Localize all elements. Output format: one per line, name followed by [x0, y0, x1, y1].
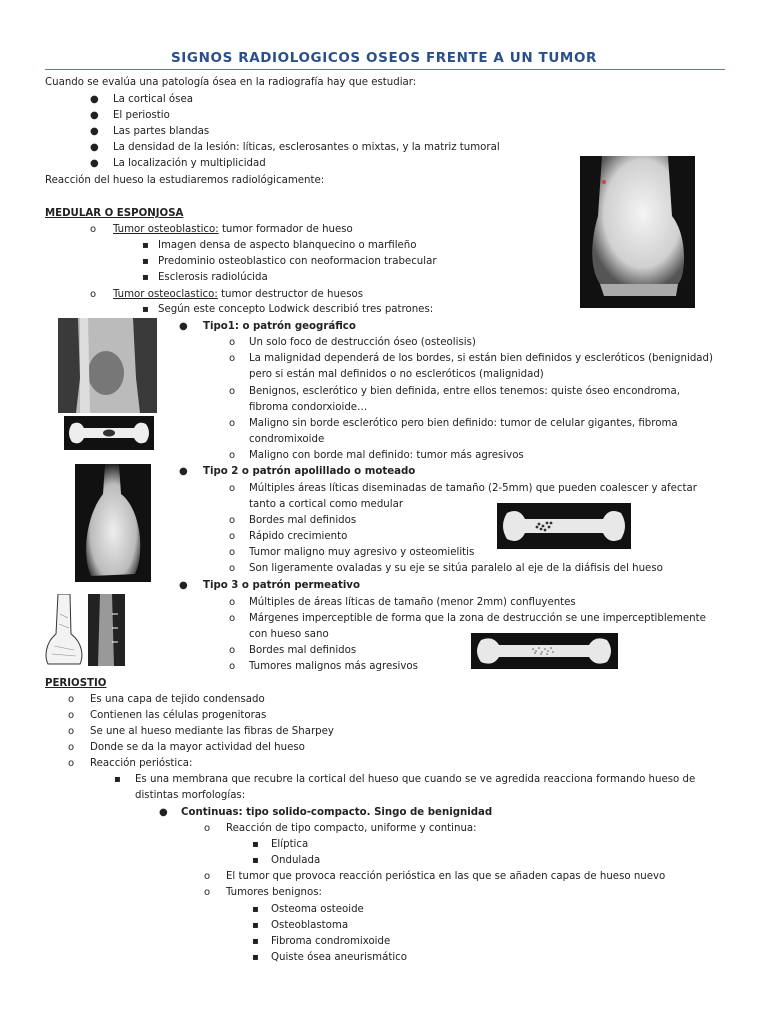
- membrane-line: distintas morfologías:: [135, 790, 246, 801]
- square-icon: ▪: [114, 774, 121, 785]
- tipo1-line: Maligno sin borde esclerótico pero bien definido: tumor de celular gigantes, fibroma: [249, 418, 678, 429]
- tipo2-heading: Tipo 2 o patrón apolillado o moteado: [203, 466, 416, 477]
- list-item: Es una capa de tejido condensado: [90, 694, 265, 705]
- osteoblastico-line: [113, 223, 353, 236]
- benignidad-label: Singo de benignidad: [370, 807, 493, 818]
- title-rule: [45, 69, 725, 70]
- list-item: Elíptica: [271, 839, 309, 850]
- permeative-xray-image: [88, 594, 125, 666]
- intro-text: Cuando se evalúa una patología ósea en la radiografía hay que estudiar:: [45, 77, 417, 88]
- list-item: Esclerosis radiolúcida: [158, 272, 268, 283]
- continuas-line: [181, 806, 492, 819]
- bullet-icon: ●: [179, 466, 188, 477]
- circle-icon: o: [204, 887, 211, 898]
- square-icon: ▪: [252, 936, 259, 947]
- circle-icon: o: [90, 224, 97, 235]
- circle-icon: o: [68, 694, 75, 705]
- circle-icon: o: [204, 871, 211, 882]
- bullet-icon: ●: [179, 580, 188, 591]
- lodwick-text: Según este concepto Lodwick describió tres patrones:: [158, 304, 434, 315]
- bone-schema-geographic: [64, 416, 154, 450]
- compacto-line: Reacción de tipo compacto, uniforme y continua:: [226, 823, 477, 834]
- list-item: Imagen densa de aspecto blanquecino o marfileño: [158, 240, 417, 251]
- knee-xray-image: [580, 156, 695, 308]
- circle-icon: o: [68, 726, 75, 737]
- bullet-icon: ●: [159, 807, 168, 818]
- tipo2-line: Rápido crecimiento: [249, 531, 348, 542]
- periostio-heading: PERIOSTIO: [45, 678, 107, 689]
- circle-icon: o: [229, 613, 236, 624]
- page-title: SIGNOS RADIOLOGICOS OSEOS FRENTE A UN TUMOR: [170, 50, 598, 66]
- bullet-icon: ●: [90, 126, 99, 137]
- list-item: La densidad de la lesión: líticas, esclerosantes o mixtas, y la matriz tumoral: [113, 142, 500, 153]
- bullet-icon: ●: [90, 94, 99, 105]
- bullet-icon: ●: [90, 110, 99, 121]
- square-icon: ▪: [252, 855, 259, 866]
- bullet-icon: ●: [90, 158, 99, 169]
- square-icon: ▪: [142, 256, 149, 267]
- circle-icon: o: [229, 418, 236, 429]
- bone-schema-moth-eaten: [497, 503, 631, 549]
- list-item: Las partes blandas: [113, 126, 210, 137]
- circle-icon: o: [229, 483, 236, 494]
- list-item: Se une al hueso mediante las fibras de Sharpey: [90, 726, 334, 737]
- tipo2-line: Múltiples áreas líticas diseminadas de tamaño (2-5mm) que pueden coalescer y afectar: [249, 483, 697, 494]
- square-icon: ▪: [252, 839, 259, 850]
- osteoblastico-label: Tumor osteoblastico:: [113, 224, 219, 235]
- tipo2-line: Tumor maligno muy agresivo y osteomielitis: [249, 547, 475, 558]
- geographic-xray-image: [58, 318, 157, 413]
- list-item: Donde se da la mayor actividad del hueso: [90, 742, 305, 753]
- list-item: Contienen las células progenitoras: [90, 710, 267, 721]
- tipo3-line: Múltiples de áreas líticas de tamaño (menor 2mm) confluyentes: [249, 597, 576, 608]
- square-icon: ▪: [252, 952, 259, 963]
- tipo1-line: Maligno con borde mal definido: tumor más agresivos: [249, 450, 524, 461]
- circle-icon: o: [229, 531, 236, 542]
- list-item: Reacción perióstica:: [90, 758, 193, 769]
- femur-drawing-image: [44, 594, 86, 666]
- square-icon: ▪: [142, 272, 149, 283]
- list-item: El periostio: [113, 110, 170, 121]
- circle-icon: o: [229, 386, 236, 397]
- list-item: Quiste ósea aneurismático: [271, 952, 407, 963]
- tipo1-line: Un solo foco de destrucción óseo (osteolisis): [249, 337, 476, 348]
- tipo1-line: condromixoide: [249, 434, 325, 445]
- list-item: Osteoblastoma: [271, 920, 349, 931]
- bone-schema-permeative: [471, 633, 618, 669]
- circle-icon: o: [229, 547, 236, 558]
- circle-icon: o: [229, 597, 236, 608]
- square-icon: ▪: [252, 904, 259, 915]
- circle-icon: o: [204, 823, 211, 834]
- tipo1-line: fibroma condorxioide…: [249, 402, 368, 413]
- circle-icon: o: [229, 337, 236, 348]
- benignos-line: Tumores benignos:: [226, 887, 322, 898]
- list-item: Predominio osteoblastico con neoformacion trabecular: [158, 256, 437, 267]
- list-item: La localización y multiplicidad: [113, 158, 266, 169]
- square-icon: ▪: [142, 240, 149, 251]
- tipo2-line: Son ligeramente ovaladas y su eje se sitúa paralelo al eje de la diáfisis del hueso: [249, 563, 663, 574]
- square-icon: ▪: [252, 920, 259, 931]
- tipo3-line: Tumores malignos más agresivos: [249, 661, 418, 672]
- circle-icon: o: [229, 563, 236, 574]
- square-icon: ▪: [142, 304, 149, 315]
- circle-icon: o: [229, 661, 236, 672]
- tipo1-line: pero si están mal definidos o no escleróticos (malignidad): [249, 369, 544, 380]
- list-item: Fibroma condromixoide: [271, 936, 391, 947]
- tipo1-line: La malignidad dependerá de los bordes, si están bien definidos y escleróticos (benignidad): [249, 353, 713, 364]
- circle-icon: o: [68, 710, 75, 721]
- medular-heading: MEDULAR O ESPONJOSA: [45, 208, 184, 219]
- tipo1-heading: Tipo1: o patrón geográfico: [203, 321, 356, 332]
- list-item: Ondulada: [271, 855, 321, 866]
- tipo2-line: Bordes mal definidos: [249, 515, 357, 526]
- osteoclastico-label: Tumor osteoclastico:: [113, 289, 218, 300]
- circle-icon: o: [229, 450, 236, 461]
- list-item: Osteoma osteoide: [271, 904, 364, 915]
- circle-icon: o: [68, 758, 75, 769]
- tipo3-line: Bordes mal definidos: [249, 645, 357, 656]
- reaction-text: Reacción del hueso la estudiaremos radiológicamente:: [45, 175, 325, 186]
- circle-icon: o: [68, 742, 75, 753]
- tipo3-line: con hueso sano: [249, 629, 329, 640]
- moth-eaten-xray-image: [75, 464, 151, 582]
- osteoclastico-desc: tumor destructor de huesos: [217, 289, 364, 300]
- bullet-icon: ●: [179, 321, 188, 332]
- tipo3-line: Márgenes imperceptible de forma que la zona de destrucción se une imperceptiblemente: [249, 613, 706, 624]
- list-item: La cortical ósea: [113, 94, 193, 105]
- circle-icon: o: [90, 289, 97, 300]
- circle-icon: o: [229, 645, 236, 656]
- circle-icon: o: [229, 515, 236, 526]
- membrane-line: Es una membrana que recubre la cortical del hueso que cuando se ve agredida reacciona formando hueso de: [135, 774, 696, 785]
- tipo2-line: tanto a cortical como medular: [249, 499, 404, 510]
- continuas-label: Continuas: tipo solido-compacto.: [181, 807, 371, 818]
- osteoclastico-line: [113, 288, 363, 301]
- circle-icon: o: [229, 353, 236, 364]
- tipo1-line: Benignos, esclerótico y bien definida, entre ellos tenemos: quiste óseo encondroma,: [249, 386, 680, 397]
- osteoblastico-desc: tumor formador de hueso: [218, 224, 353, 235]
- bullet-icon: ●: [90, 142, 99, 153]
- tumor-line: El tumor que provoca reacción perióstica en las que se añaden capas de hueso nuevo: [226, 871, 666, 882]
- tipo3-heading: Tipo 3 o patrón permeativo: [203, 580, 360, 591]
